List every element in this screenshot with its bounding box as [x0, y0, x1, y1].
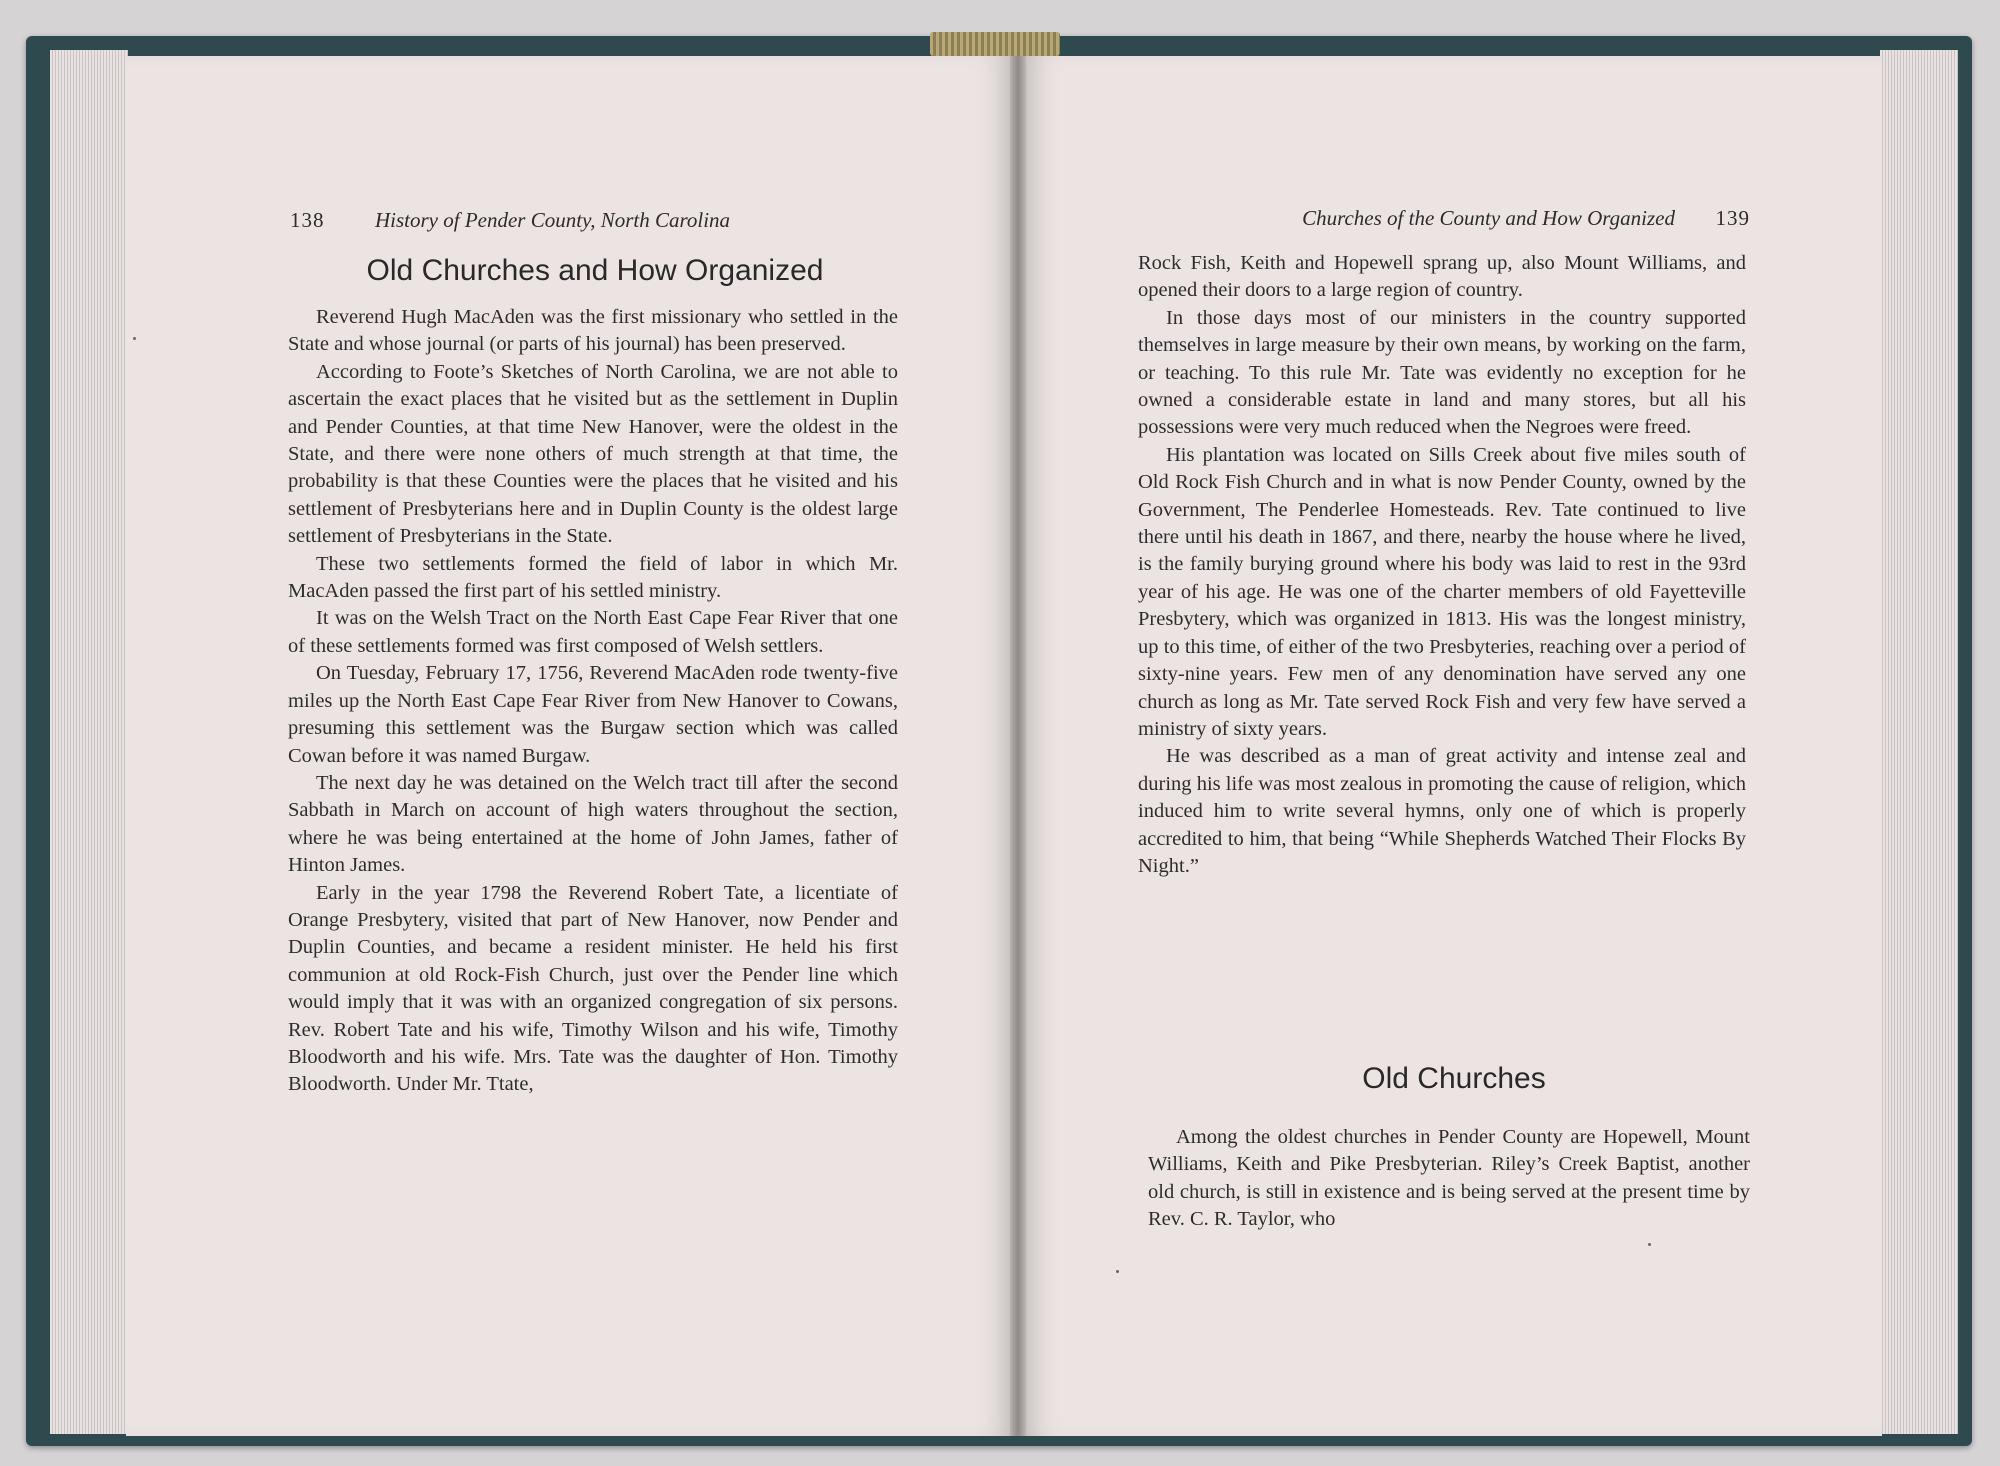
left-paragraph: It was on the Welsh Tract on the North East Cape Fear River that one of these settlements formed was first composed of Welsh settlers. [288, 607, 898, 657]
book-gutter [1010, 56, 1026, 1436]
right-paragraph: He was described as a man of great activity and intense zeal and during his life was most zealous in promoting the cause of religion, which induced him to write several hymns, only one of which is properly accredited to him, that being “While Shepherds Watched Their Flocks By Night.” [1138, 745, 1746, 877]
right-paragraph: His plantation was located on Sills Creek about five miles south of Old Rock Fish Church and in what is now Pender County, owned by the Government, The Penderlee Homesteads. Rev. Tate continued to live there until his death in 1867, and there, nearby the house where he lived, is the family burying ground where his body was laid to rest in the 93rd year of his age. He was one of the charter members of old Fayetteville Presbytery, which was organized in 1813. His was the longest ministry, up to this time, of either of the two Presbyteries, reaching over a period of sixty-nine years. Few men of any denomination have served any one church as long as Mr. Tate served Rock Fish and very few have served a ministry of sixty years. [1138, 443, 1746, 740]
right-paragraph: In those days most of our ministers in the country supported themselves in large measure by their own means, by working on the farm, or teaching. To this rule Mr. Tate was evidently no exception for he owned a considerable estate in land and many stores, but all his possessions were very much reduced when the Negroes were freed. [1138, 306, 1746, 439]
left-paragraph: Early in the year 1798 the Reverend Robert Tate, a licentiate of Orange Presbytery, visited that part of New Hanover, now Pender and Duplin Counties, and became a resident minister. He held his first communion at old Rock-Fish Church, just over the Pender line which would imply that it was with an organized congregation of six persons. Rev. Robert Tate and his wife, Timothy Wilson and his wife, Timothy Bloodworth and his wife. Mrs. Tate was the daughter of Hon. Timothy Bloodworth. Under Mr. Ttate, [288, 881, 898, 1096]
page-edges-left [50, 50, 128, 1434]
left-paragraph: The next day he was detained on the Welch tract till after the second Sabbath in March on account of high waters throughout the section, where he was being entertained at the home of John James, father of Hinton James. [288, 771, 898, 877]
paper-speck [1116, 1270, 1119, 1273]
right-section-text [1148, 1124, 1750, 1234]
right-section-paragraph: Among the oldest churches in Pender County are Hopewell, Mount Williams, Keith and Pike Presbyterian. Riley’s Creek Baptist, another old church, is still in existence and is being served at the present time by Rev. C. R. Taylor, who [1148, 1126, 1750, 1231]
left-running-header [290, 208, 730, 233]
right-body-text [1138, 250, 1746, 880]
paper-speck [133, 337, 136, 340]
page-edges-right [1880, 50, 1958, 1434]
spine-binding [930, 32, 1060, 56]
right-page-number: 139 [1715, 206, 1750, 230]
left-page-number: 138 [290, 208, 325, 232]
right-running-title: Churches of the County and How Organized [1302, 206, 1675, 230]
paper-speck [1648, 1243, 1651, 1246]
left-paragraph: These two settlements formed the field of labor in which Mr. MacAden passed the first part of his settled ministry. [288, 552, 898, 603]
right-paragraph: Rock Fish, Keith and Hopewell sprang up, also Mount Williams, and opened their doors to a large region of country. [1138, 252, 1746, 302]
left-running-title: History of Pender County, North Carolina [375, 208, 731, 232]
left-paragraph: Reverend Hugh MacAden was the first missionary who settled in the State and whose journal (or parts of his journal) has been preserved. [288, 306, 898, 356]
left-paragraph: According to Foote’s Sketches of North Carolina, we are not able to ascertain the exact places that he visited but as the settlement in Duplin and Pender Counties, at that time New Hanover, were the oldest in the State, and there were none others of much strength at that time, the probability is that these Counties were the places that he visited and his settlement of Presbyterians here and in Duplin County is the oldest large settlement of Presbyterians in the State. [288, 360, 898, 548]
left-paragraph: On Tuesday, February 17, 1756, Reverend MacAden rode twenty-five miles up the North East Cape Fear River from New Hanover to Cowans, presuming this settlement was the Burgaw section which was called Cowan before it was named Burgaw. [288, 662, 898, 767]
left-chapter-heading: Old Churches and How Organized [366, 254, 824, 287]
right-running-header [1212, 206, 1750, 231]
left-body-text [288, 304, 898, 1099]
right-section-heading: Old Churches [1362, 1062, 1546, 1095]
